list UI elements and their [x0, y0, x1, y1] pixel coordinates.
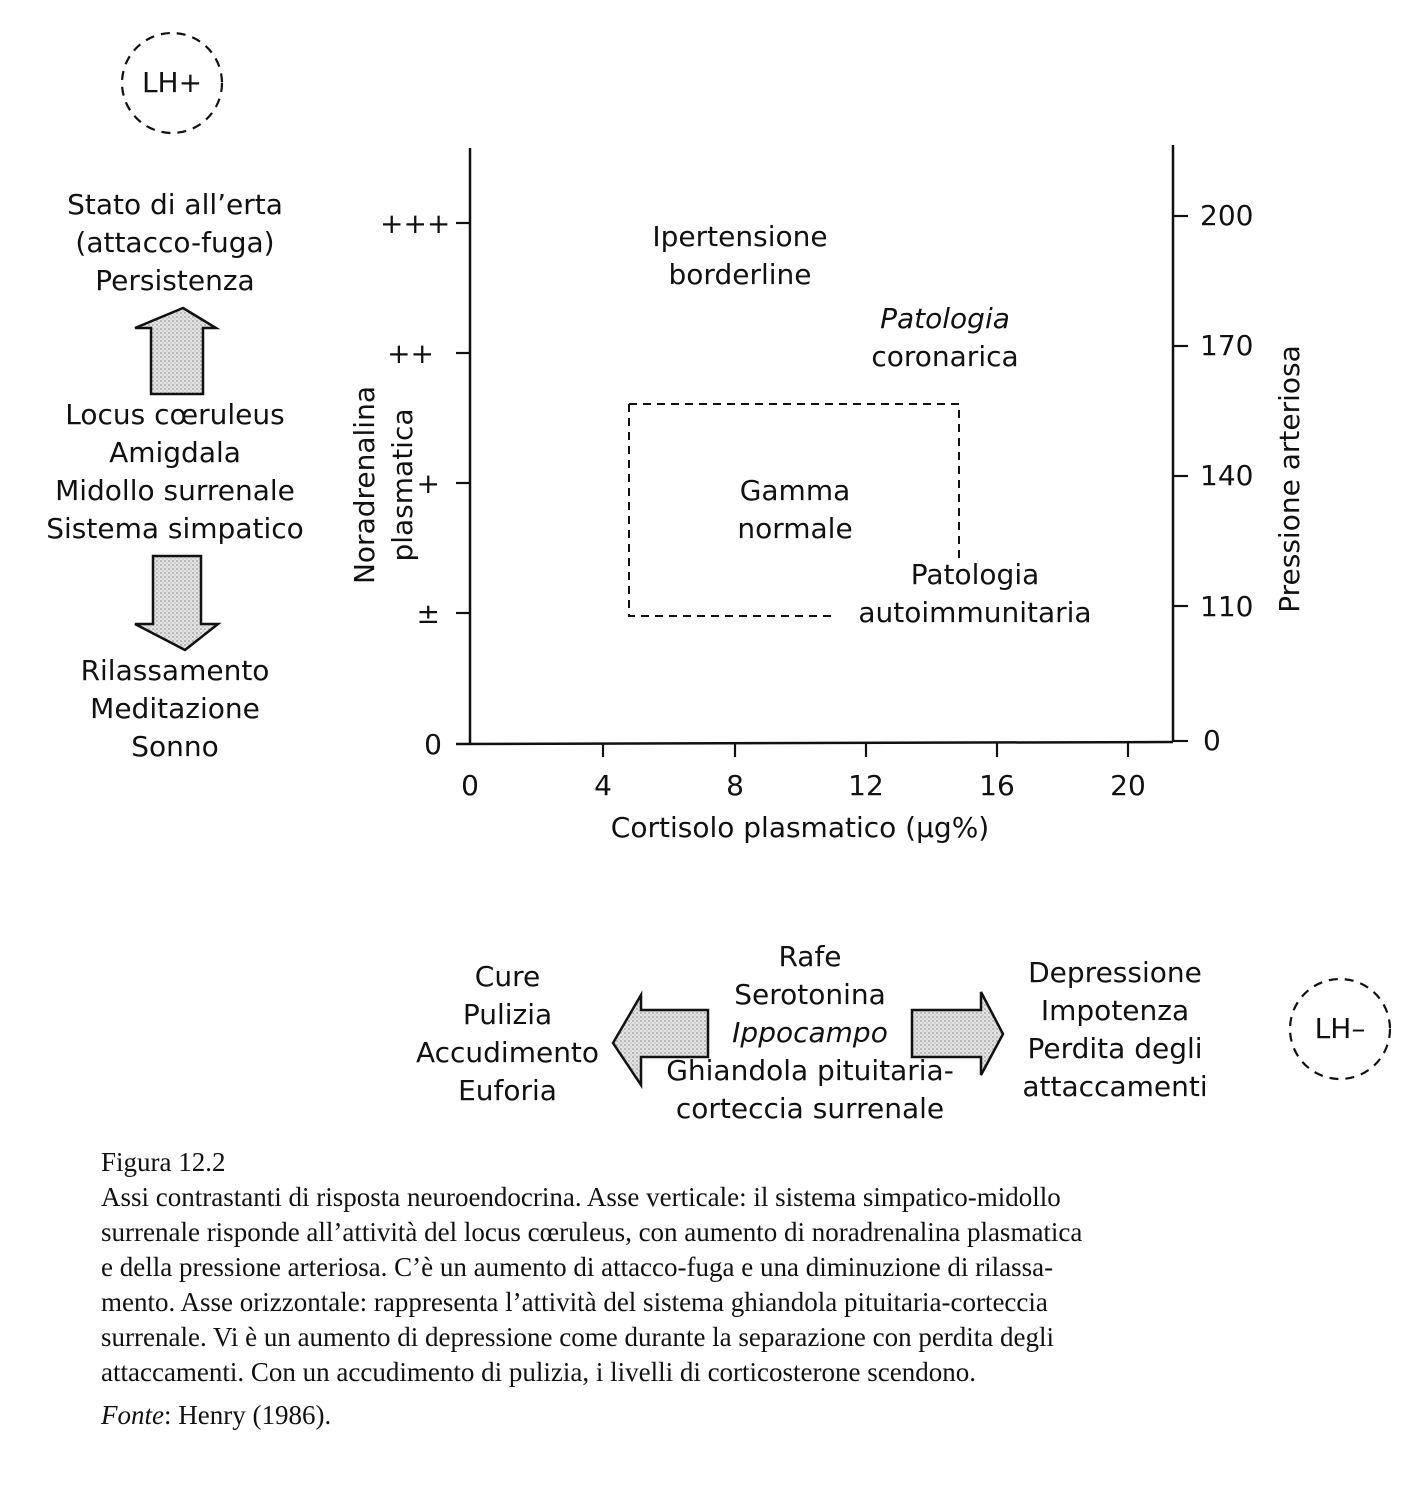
region-line: borderline — [668, 258, 812, 291]
x-axis-label: Cortisolo plasmatico (µg%) — [610, 811, 990, 844]
caption-line: Assi contrastanti di risposta neuroendocrina. Asse verticale: il sistema simpatico-midollo — [101, 1182, 1061, 1212]
region-line: Patologia — [910, 558, 1040, 591]
bottom-left-line: Cure — [474, 960, 541, 993]
y-left-tick-label: ++ — [387, 337, 434, 370]
y-left-axis-label: Noradrenalina plasmatica — [348, 386, 419, 585]
x-tick-label: 0 — [461, 769, 479, 802]
y-right-tick-label: 200 — [1200, 199, 1254, 232]
y-left-tick-label: + — [416, 467, 440, 500]
region-ipertensione — [600, 218, 880, 294]
caption-line: mento. Asse orizzontale: rappresenta l’attività del sistema ghiandola pituitaria-corteccia — [101, 1287, 1048, 1317]
x-tick-label: 12 — [848, 769, 884, 802]
caption-block — [101, 1145, 1361, 1433]
source-line — [101, 1398, 1361, 1433]
bottom-center-line: corteccia surrenale — [675, 1092, 945, 1125]
left-bottom-line: Sonno — [131, 730, 219, 763]
bottom-right-line: Impotenza — [1040, 994, 1190, 1027]
region-patologia-autoimmunitaria — [830, 556, 1120, 632]
x-tick-label: 4 — [594, 769, 612, 802]
left-bottom-line: Rilassamento — [80, 654, 270, 687]
y-left-tick-label: 0 — [424, 728, 442, 761]
source-label: Fonte — [101, 1400, 164, 1430]
bottom-center-text — [630, 938, 990, 1128]
left-bottom-text — [10, 652, 340, 766]
x-tick-label: 20 — [1110, 769, 1146, 802]
bottom-center-line: Ippocampo — [732, 1016, 888, 1049]
left-middle-text — [10, 396, 340, 548]
figure-label: Figura 12.2 — [101, 1147, 226, 1177]
left-top-line: (attacco-fuga) — [75, 226, 275, 259]
left-middle-line: Amigdala — [109, 436, 241, 469]
region-line: normale — [737, 512, 853, 545]
y-left-tick-label: +++ — [380, 207, 451, 240]
x-axis — [456, 742, 1173, 744]
lh-plus-badge: LH+ — [141, 66, 203, 99]
bottom-left-line: Euforia — [458, 1074, 557, 1107]
left-bottom-line: Meditazione — [90, 692, 260, 725]
y-right-tick-label: 170 — [1200, 329, 1254, 362]
left-top-line: Persistenza — [95, 264, 255, 297]
region-gamma-normale — [680, 472, 910, 548]
bottom-center-line: Serotonina — [734, 978, 886, 1011]
left-top-text — [10, 186, 340, 300]
down-arrow-icon — [135, 556, 218, 650]
bottom-left-text — [380, 958, 635, 1110]
y-right-tick-label: 0 — [1203, 724, 1221, 757]
bottom-left-line: Accudimento — [415, 1036, 600, 1069]
lh-minus-badge: LH– — [1314, 1012, 1366, 1045]
y-right-tick-label: 140 — [1200, 459, 1254, 492]
region-line: coronarica — [871, 340, 1019, 373]
left-top-line: Stato di all’erta — [67, 188, 283, 221]
left-middle-line: Locus cœruleus — [65, 398, 285, 431]
up-arrow-icon — [135, 308, 216, 394]
y-left-tick-label: ± — [416, 597, 440, 630]
bottom-right-line: Depressione — [1028, 956, 1202, 989]
left-middle-line: Sistema simpatico — [46, 512, 304, 545]
x-tick-label: 16 — [979, 769, 1015, 802]
bottom-left-line: Pulizia — [462, 998, 553, 1031]
region-line: Ipertensione — [652, 220, 828, 253]
y-right-tick-label: 110 — [1200, 590, 1254, 623]
y-right-axis-label: Pressione arteriosa — [1273, 345, 1306, 613]
region-line: autoimmunitaria — [858, 596, 1092, 629]
left-middle-line: Midollo surrenale — [55, 474, 295, 507]
caption-line: surrenale. Vi è un aumento di depressione come durante la separazione con perdita degli — [101, 1322, 1055, 1352]
region-line: Gamma — [739, 474, 851, 507]
bottom-right-text — [995, 954, 1235, 1106]
source-text: : Henry (1986). — [163, 1400, 332, 1430]
bottom-center-line: Rafe — [778, 940, 842, 973]
bottom-right-line: Perdita degli — [1027, 1032, 1203, 1065]
caption-line: e della pressione arteriosa. C’è un aumento di attacco-fuga e una diminuzione di rilassa- — [101, 1252, 1054, 1282]
caption-line: surrenale risponde all’attività del locus cœruleus, con aumento di noradrenalina plasmatica — [101, 1217, 1083, 1247]
region-patologia-coronarica — [810, 300, 1080, 376]
caption-line: attaccamenti. Con un accudimento di pulizia, i livelli di corticosterone scendono. — [101, 1357, 976, 1387]
region-line: Patologia — [880, 302, 1010, 335]
x-tick-label: 8 — [726, 769, 744, 802]
bottom-center-line: Ghiandola pituitaria- — [666, 1054, 954, 1087]
bottom-right-line: attaccamenti — [1022, 1070, 1208, 1103]
